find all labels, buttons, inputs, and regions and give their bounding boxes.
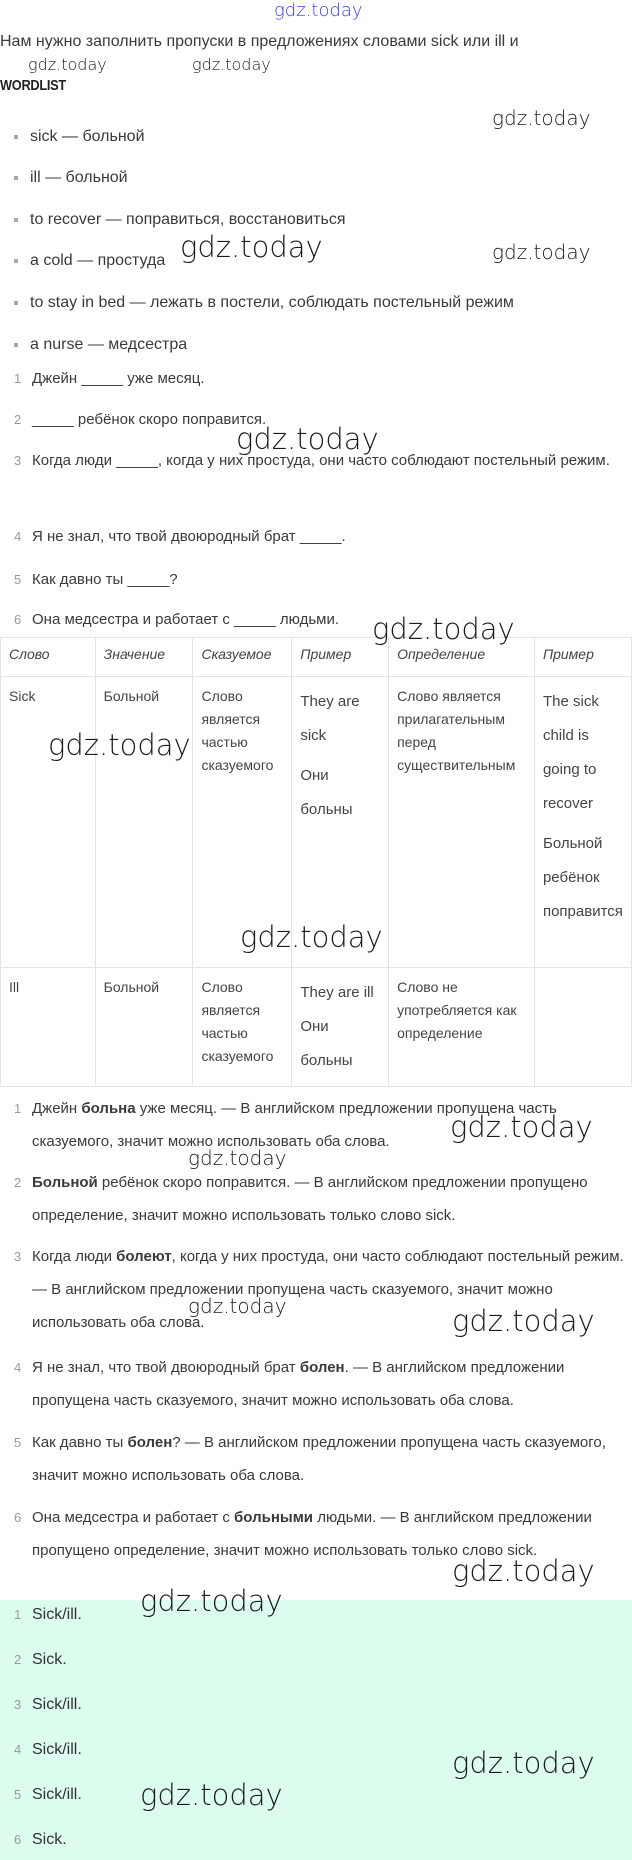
comparison-table (0, 637, 632, 1087)
watermark: gdz.today (236, 422, 379, 456)
question-number: 2 (14, 412, 22, 427)
table-row (1, 968, 632, 1087)
question (14, 563, 624, 597)
answer-text: Sick/ill. (32, 1606, 82, 1623)
answer-word: Больной (32, 1174, 98, 1191)
table-cell: Слово не употребляется как определение (389, 968, 535, 1087)
answer-text: Sick. (32, 1651, 67, 1668)
question-text: Она медсестра и работает с _____ людьми. (32, 611, 340, 628)
explanation-number: 2 (14, 1175, 22, 1190)
question-text: Джейн _____ уже месяц. (32, 370, 205, 387)
answer-number: 1 (14, 1607, 22, 1622)
question (14, 362, 624, 396)
example-ru: Больной ребёнок поправится (542, 835, 623, 920)
answer-text: Sick/ill. (32, 1741, 82, 1758)
question-number: 6 (14, 612, 22, 627)
bullet-icon (14, 259, 18, 263)
explanation-text: уже месяц. — В английском предложении пропущена часть сказуемого, значит можно использовать оба слова. (32, 1100, 557, 1150)
wordlist-item-text: to recover — поправиться, восстановиться (30, 211, 346, 228)
watermark: gdz.today (240, 920, 383, 954)
answer (14, 1651, 67, 1669)
answer-word: болен (127, 1434, 173, 1451)
table-header: Пример (292, 638, 389, 677)
answer-number: 4 (14, 1742, 22, 1757)
table-cell: Больной (95, 677, 193, 968)
answer (14, 1606, 82, 1624)
answer (14, 1831, 67, 1849)
example-en: They are sick (300, 693, 360, 744)
watermark: gdz.today (188, 1294, 287, 1318)
answer-number: 3 (14, 1697, 22, 1712)
table-header: Пример (534, 638, 631, 677)
table-header: Определение (389, 638, 535, 677)
explanation-text: ? — В английском предложении пропущена часть сказуемого, значит можно использовать оба слова. (32, 1434, 606, 1484)
explanation-number: 5 (14, 1435, 22, 1450)
example-en: The sick child is going to recover (542, 693, 599, 812)
explanation-text: Когда люди (32, 1248, 117, 1265)
bullet-icon (14, 135, 18, 139)
answer-word: больными (234, 1509, 314, 1526)
bullet-icon (14, 301, 18, 305)
explanation-text: Я не знал, что твой двоюродный брат (32, 1359, 300, 1376)
wordlist-item (14, 211, 345, 229)
explanation-text: Она медсестра и работает с (32, 1509, 235, 1526)
bullet-icon (14, 218, 18, 222)
table-header: Слово (1, 638, 96, 677)
watermark: gdz.today (274, 0, 363, 21)
table-cell (292, 968, 389, 1087)
explanation (14, 1426, 624, 1492)
answer-number: 5 (14, 1787, 22, 1802)
question-number: 3 (14, 453, 22, 468)
answer-text: Sick/ill. (32, 1786, 82, 1803)
watermark: gdz.today (48, 728, 191, 762)
bullet-icon (14, 176, 18, 180)
explanation-text: людьми. — В английском предложении пропущено определение, значит можно использовать только слово sick. (32, 1509, 592, 1559)
wordlist-item (14, 294, 514, 312)
wordlist-item-text: a nurse — медсестра (30, 336, 188, 353)
explanation-text: ребёнок скоро поправится. — В английском предложении пропущено определение, значит можно использовать только слово sick. (32, 1174, 588, 1224)
wordlist-item-text: sick — больной (30, 128, 145, 145)
wordlist-item-text: a cold — простуда (30, 252, 166, 269)
watermark: gdz.today (28, 55, 107, 74)
example-ru: Они больны (300, 767, 353, 818)
answer-text: Sick/ill. (32, 1696, 82, 1713)
watermark: gdz.today (372, 612, 515, 646)
table-cell: Слово является прилагательным перед существительным (389, 677, 535, 968)
answer (14, 1741, 82, 1759)
watermark: gdz.today (140, 1778, 283, 1812)
table-cell: Больной (95, 968, 193, 1087)
question-number: 1 (14, 371, 22, 386)
table-header: Сказуемое (193, 638, 292, 677)
watermark: gdz.today (188, 1146, 287, 1170)
explanation-text: , когда у них простуда, они часто соблюдают постельный режим. — В английском предложении пропущена часть сказуемого, значит можно использовать оба слова. (32, 1248, 624, 1331)
answer-text: Sick. (32, 1831, 67, 1848)
question-number: 5 (14, 572, 22, 587)
explanation-number: 3 (14, 1249, 22, 1264)
wordlist-item (14, 252, 165, 270)
answer-word: болен (299, 1359, 345, 1376)
example-en: They are ill (300, 984, 374, 1001)
table-cell: Sick (1, 677, 96, 968)
watermark: gdz.today (140, 1584, 283, 1618)
question (14, 603, 624, 637)
table-header-row (1, 638, 632, 677)
bullet-icon (14, 343, 18, 347)
answer-word: болеют (116, 1248, 172, 1265)
question-text: Когда люди _____, когда у них простуда, они часто соблюдают постельный режим. (32, 452, 610, 469)
table-cell: Ill (1, 968, 96, 1087)
explanation (14, 1351, 624, 1417)
explanation-number: 4 (14, 1360, 22, 1375)
watermark: gdz.today (492, 106, 591, 130)
watermark: gdz.today (452, 1746, 595, 1780)
answers-panel (0, 1600, 632, 1860)
answer (14, 1786, 82, 1804)
answer-number: 6 (14, 1832, 22, 1847)
wordlist-item (14, 336, 187, 354)
explanation-number: 6 (14, 1510, 22, 1525)
watermark: gdz.today (192, 55, 271, 74)
explanation (14, 1166, 624, 1232)
watermark: gdz.today (452, 1554, 595, 1588)
answer (14, 1696, 82, 1714)
wordlist-item-text: ill — больной (30, 169, 128, 186)
example-ru: Они больны (300, 1018, 353, 1069)
question-text: _____ ребёнок скоро поправится. (32, 411, 267, 428)
wordlist-item-text: to stay in bed — лежать в постели, соблюдать постельный режим (30, 294, 514, 311)
watermark: gdz.today (180, 230, 323, 264)
wordlist-item (14, 169, 128, 187)
wordlist-heading: WORDLIST (0, 77, 66, 94)
intro-text: Нам нужно заполнить пропуски в предложениях словами sick или ill и (0, 33, 519, 50)
watermark: gdz.today (450, 1110, 593, 1144)
table-header: Значение (95, 638, 193, 677)
watermark: gdz.today (452, 1304, 595, 1338)
explanation-text: . — В английском предложении пропущена часть сказуемого, значит можно использовать оба слова. (32, 1359, 565, 1409)
question-text: Как давно ты _____? (32, 571, 178, 588)
answer-word: больна (81, 1100, 136, 1117)
wordlist-item (14, 128, 145, 146)
explanation-number: 1 (14, 1101, 22, 1116)
table-cell: Слово является частью сказуемого (193, 968, 292, 1087)
table-cell: Слово является частью сказуемого (193, 677, 292, 968)
question-text: Я не знал, что твой двоюродный брат _____. (32, 528, 346, 545)
question-number: 4 (14, 529, 22, 544)
explanation-text: Как давно ты (32, 1434, 128, 1451)
answer-number: 2 (14, 1652, 22, 1667)
table-cell (534, 677, 631, 968)
table-cell (534, 968, 631, 1087)
watermark: gdz.today (492, 240, 591, 264)
explanation-text: Джейн (32, 1100, 82, 1117)
question (14, 520, 624, 554)
